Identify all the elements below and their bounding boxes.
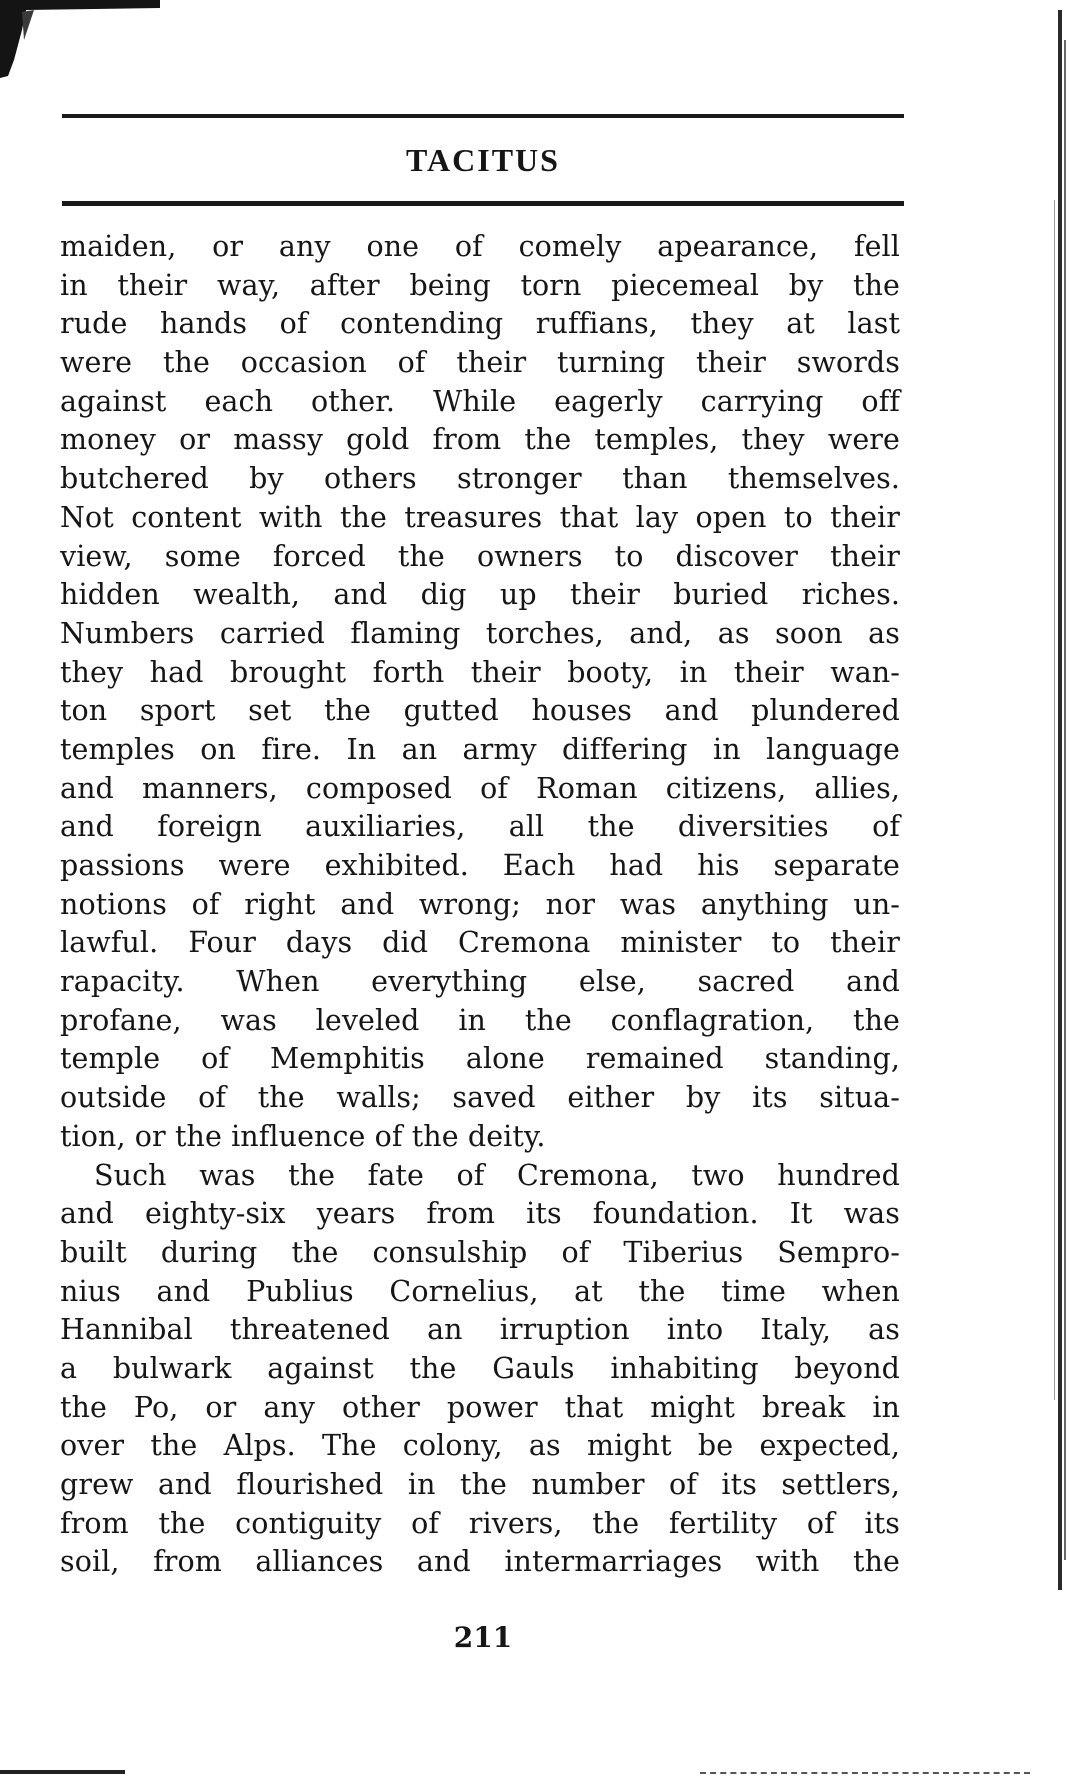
text-line: they had brought forth their booty, in their wan- [60, 655, 900, 689]
text-line: grew and flourished in the number of its settlers, [60, 1468, 900, 1501]
text-line: built during the consulship of Tiberius Sempro- [60, 1235, 900, 1269]
text-line: temples on fire. In an army differing in language [60, 732, 900, 766]
text-line: passions were exhibited. Each had his separate [60, 849, 900, 882]
text-line: Such was the fate of Cremona, two hundred [94, 1158, 900, 1192]
page-number: 211 [453, 1621, 513, 1654]
text-line: profane, was leveled in the conflagration, the [60, 1003, 900, 1037]
text-line: money or massy gold from the temples, they were [60, 423, 900, 457]
text-line: against each other. While eagerly carrying off [60, 384, 900, 418]
page-binding-edge [1040, 0, 1070, 1788]
text-line: Hannibal threatened an irruption into Italy, as [60, 1313, 900, 1347]
text-line: butchered by others stronger than themselves. [60, 462, 900, 496]
header-rule-top [62, 114, 904, 118]
text-line: view, some forced the owners to discover their [60, 539, 900, 573]
text-line: notions of right and wrong; nor was anything un- [60, 887, 900, 921]
text-line: a bulwark against the Gauls inhabiting beyond [60, 1351, 900, 1385]
running-head: TACITUS [406, 142, 560, 178]
header-rule-bottom [62, 201, 904, 206]
text-line: and eighty-six years from its foundation. It was [60, 1197, 900, 1231]
text-line: and manners, composed of Roman citizens, allies, [60, 771, 900, 805]
text-line: tion, or the influence of the deity. [60, 1119, 546, 1153]
text-line: from the contiguity of rivers, the fertility of its [60, 1506, 900, 1540]
text-line: Numbers carried flaming torches, and, as soon as [60, 616, 900, 650]
paragraph [60, 1157, 900, 1583]
text-line: soil, from alliances and intermarriages with the [60, 1545, 900, 1579]
text-line: rapacity. When everything else, sacred and [60, 965, 900, 999]
page-body [60, 228, 900, 1582]
text-line: Not content with the treasures that lay open to their [60, 500, 900, 534]
text-line: ton sport set the gutted houses and plundered [60, 694, 900, 728]
paragraph [60, 228, 900, 1157]
text-line: lawful. Four days did Cremona minister to their [60, 926, 900, 960]
text-line: maiden, or any one of comely apearance, fell [60, 230, 900, 263]
text-line: rude hands of contending ruffians, they at last [60, 307, 900, 341]
text-line: nius and Publius Cornelius, at the time when [60, 1274, 900, 1308]
text-line: and foreign auxiliaries, all the diversities of [60, 810, 900, 844]
text-line: temple of Memphitis alone remained standing, [60, 1042, 900, 1076]
text-line: over the Alps. The colony, as might be expected, [60, 1429, 900, 1463]
text-line: the Po, or any other power that might break in [60, 1390, 900, 1424]
page-foot-mark [0, 1770, 125, 1774]
text-line: in their way, after being torn piecemeal by the [60, 268, 900, 302]
text-line: outside of the walls; saved either by its situa- [60, 1081, 900, 1115]
page-foot-dash [700, 1772, 1030, 1774]
page-corner-ink-mark [0, 0, 160, 80]
text-line: hidden wealth, and dig up their buried riches. [60, 578, 900, 612]
text-line: were the occasion of their turning their swords [60, 346, 900, 380]
